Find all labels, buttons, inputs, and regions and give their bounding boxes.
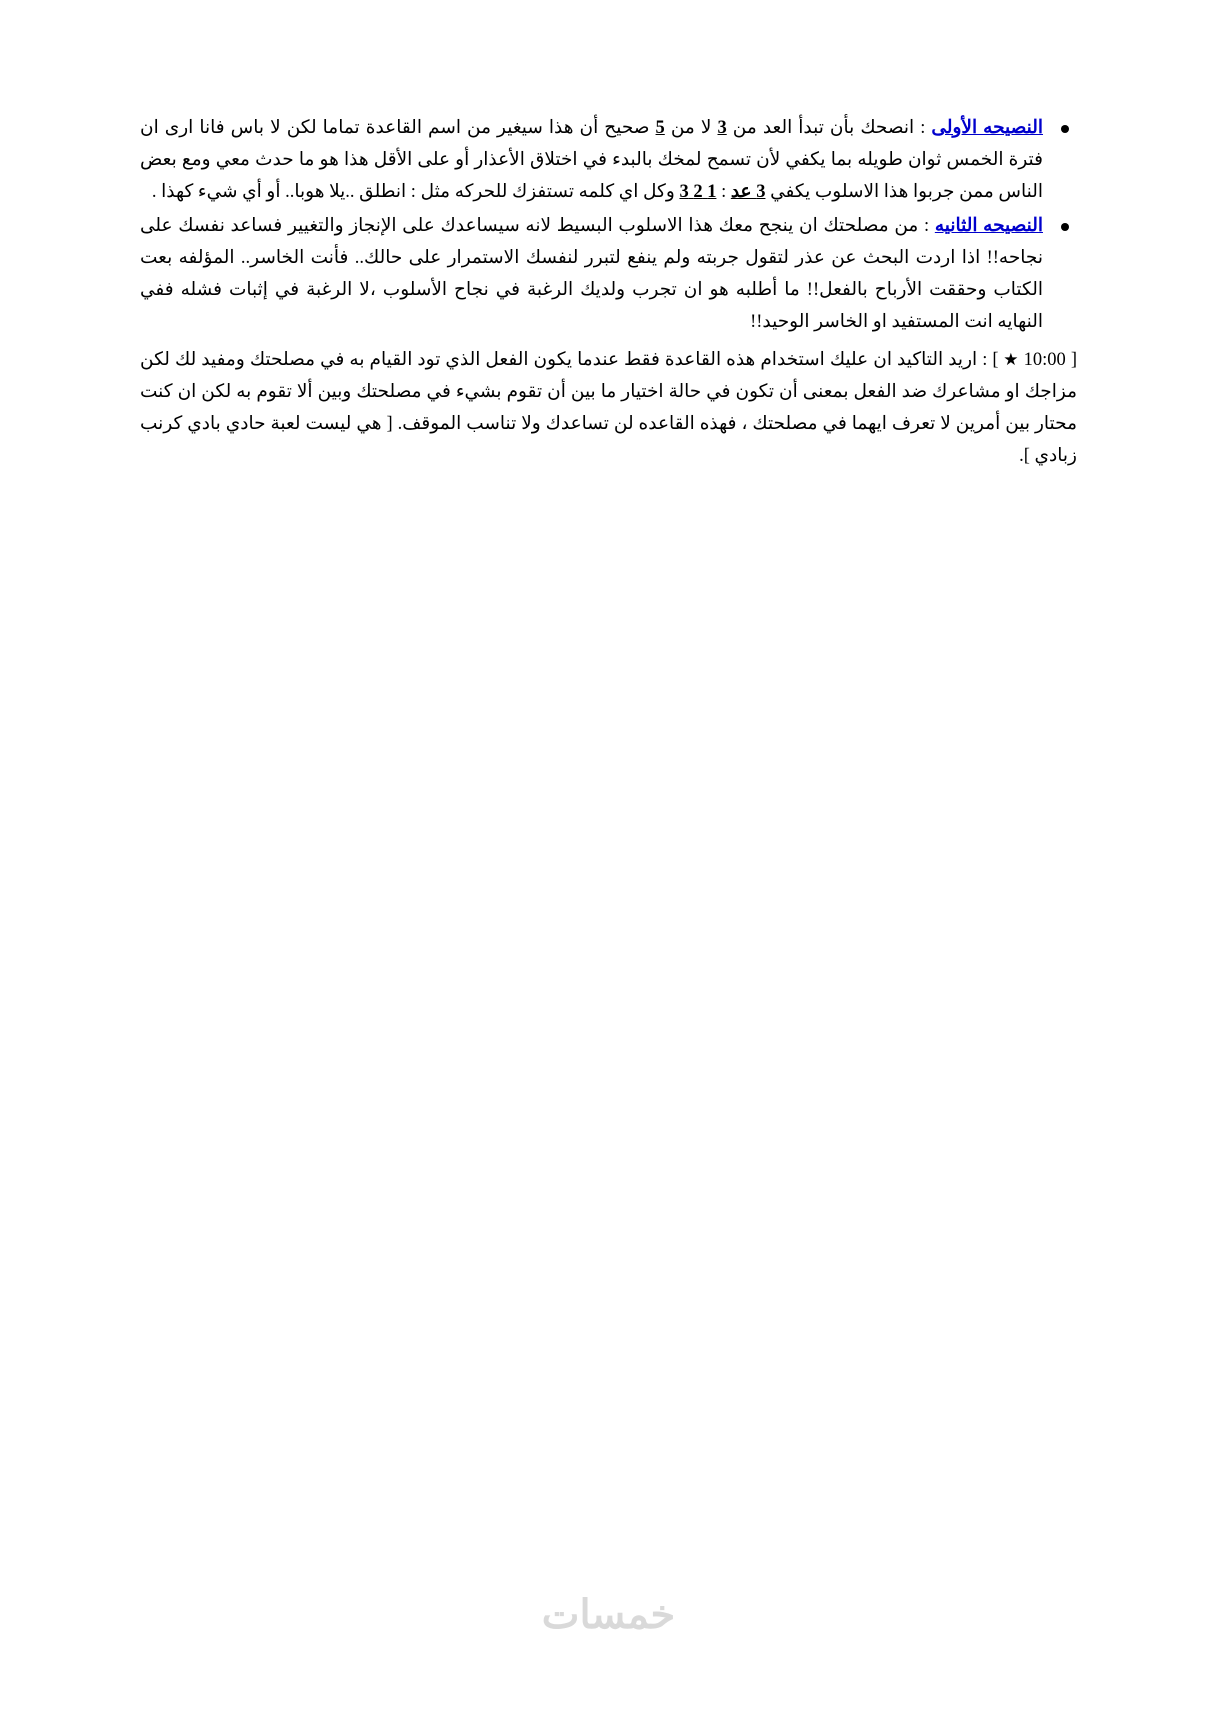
star-icon: ★	[998, 350, 1024, 369]
document-content	[140, 112, 1077, 472]
advice-2-separator: :	[918, 216, 935, 236]
advice-1-text-d: وكل اي كلمه تستفزك للحركه مثل : انطلق ..يلا هوبا.. أو أي شيء كهذا .	[151, 182, 680, 202]
advice-1-text-b: لا من	[664, 118, 718, 138]
message-body-bracketed: [ هي ليست لعبة حادي بادي كرنب زبادي ].	[140, 414, 1077, 466]
advice-list	[140, 112, 1077, 338]
advice-1-word-count: عد	[730, 182, 757, 202]
watermark: خمسات	[541, 1593, 676, 1637]
advice-1-number-3b: 3	[756, 182, 766, 202]
advice-1-heading[interactable]: النصيحه الأولى	[931, 118, 1043, 138]
message-body: اريد التاكيد ان عليك استخدام هذه القاعدة فقط عندما يكون الفعل الذي تود القيام به في مصلحتك ومفيد لك لكن مزاجك او مشاعرك ضد الفعل بمعنى أن تكون في حالة اختيار ما بين أن تقوم بشيء في مصلحتك وبين ألا تقوم به لكن ان كنت محتار بين أمرين لا تعرف ايهما في مصلحتك ، فهذه القاعده لن تساعدك ولا تناسب الموقف.	[140, 350, 1077, 434]
advice-1-text-c: صحيح أن هذا سيغير من اسم القاعدة تماما لكن لا باس فانا ارى ان فترة الخمس ثوان طويله بما يكفي لأن تسمح لمخك بالبدء في اختلاق الأعذار أو على الأقل هذا هو ما حدث معي ومع بعض الناس ممن جربوا هذا الاسلوب يكفي	[140, 118, 1043, 202]
bracket-mid: ] :	[977, 350, 999, 370]
advice-1-separator: :	[914, 118, 932, 138]
advice-1-countdown: 1 2 3	[679, 182, 717, 202]
advice-2-heading[interactable]: النصيحه الثانيه	[934, 216, 1043, 236]
advice-2-text: من مصلحتك ان ينجح معك هذا الاسلوب البسيط لانه سيساعدك على الإنجاز والتغيير فساعد نفسك على نجاحه!! اذا اردت البحث عن عذر لتقول جربته ولم ينفع لتبرر لنفسك الاستمرار على حالك.. فأنت الخاسر.. المؤلفه بعت الكتاب وحققت الأرباح بالفعل!! ما أطلبه هو ان تجرب ولديك الرغبة في نجاح الأسلوب ،لا الرغبة في إثبات فشله ففي النهايه انت المستفيد او الخاسر الوحيد!!	[140, 216, 1043, 332]
advice-1-number-5: 5	[655, 118, 665, 138]
advice-paragraph-1	[140, 112, 1043, 208]
bracket-open: [	[1065, 350, 1077, 370]
message-timestamp: 10:00	[1023, 350, 1066, 370]
advice-1-text-a: انصحك بأن تبدأ العد من	[726, 118, 915, 138]
advice-paragraph-2	[140, 210, 1043, 338]
message-paragraph	[140, 344, 1077, 472]
advice-1-number-3: 3	[717, 118, 727, 138]
list-item	[140, 112, 1077, 208]
advice-1-colon: :	[716, 182, 731, 202]
list-item	[140, 210, 1077, 338]
